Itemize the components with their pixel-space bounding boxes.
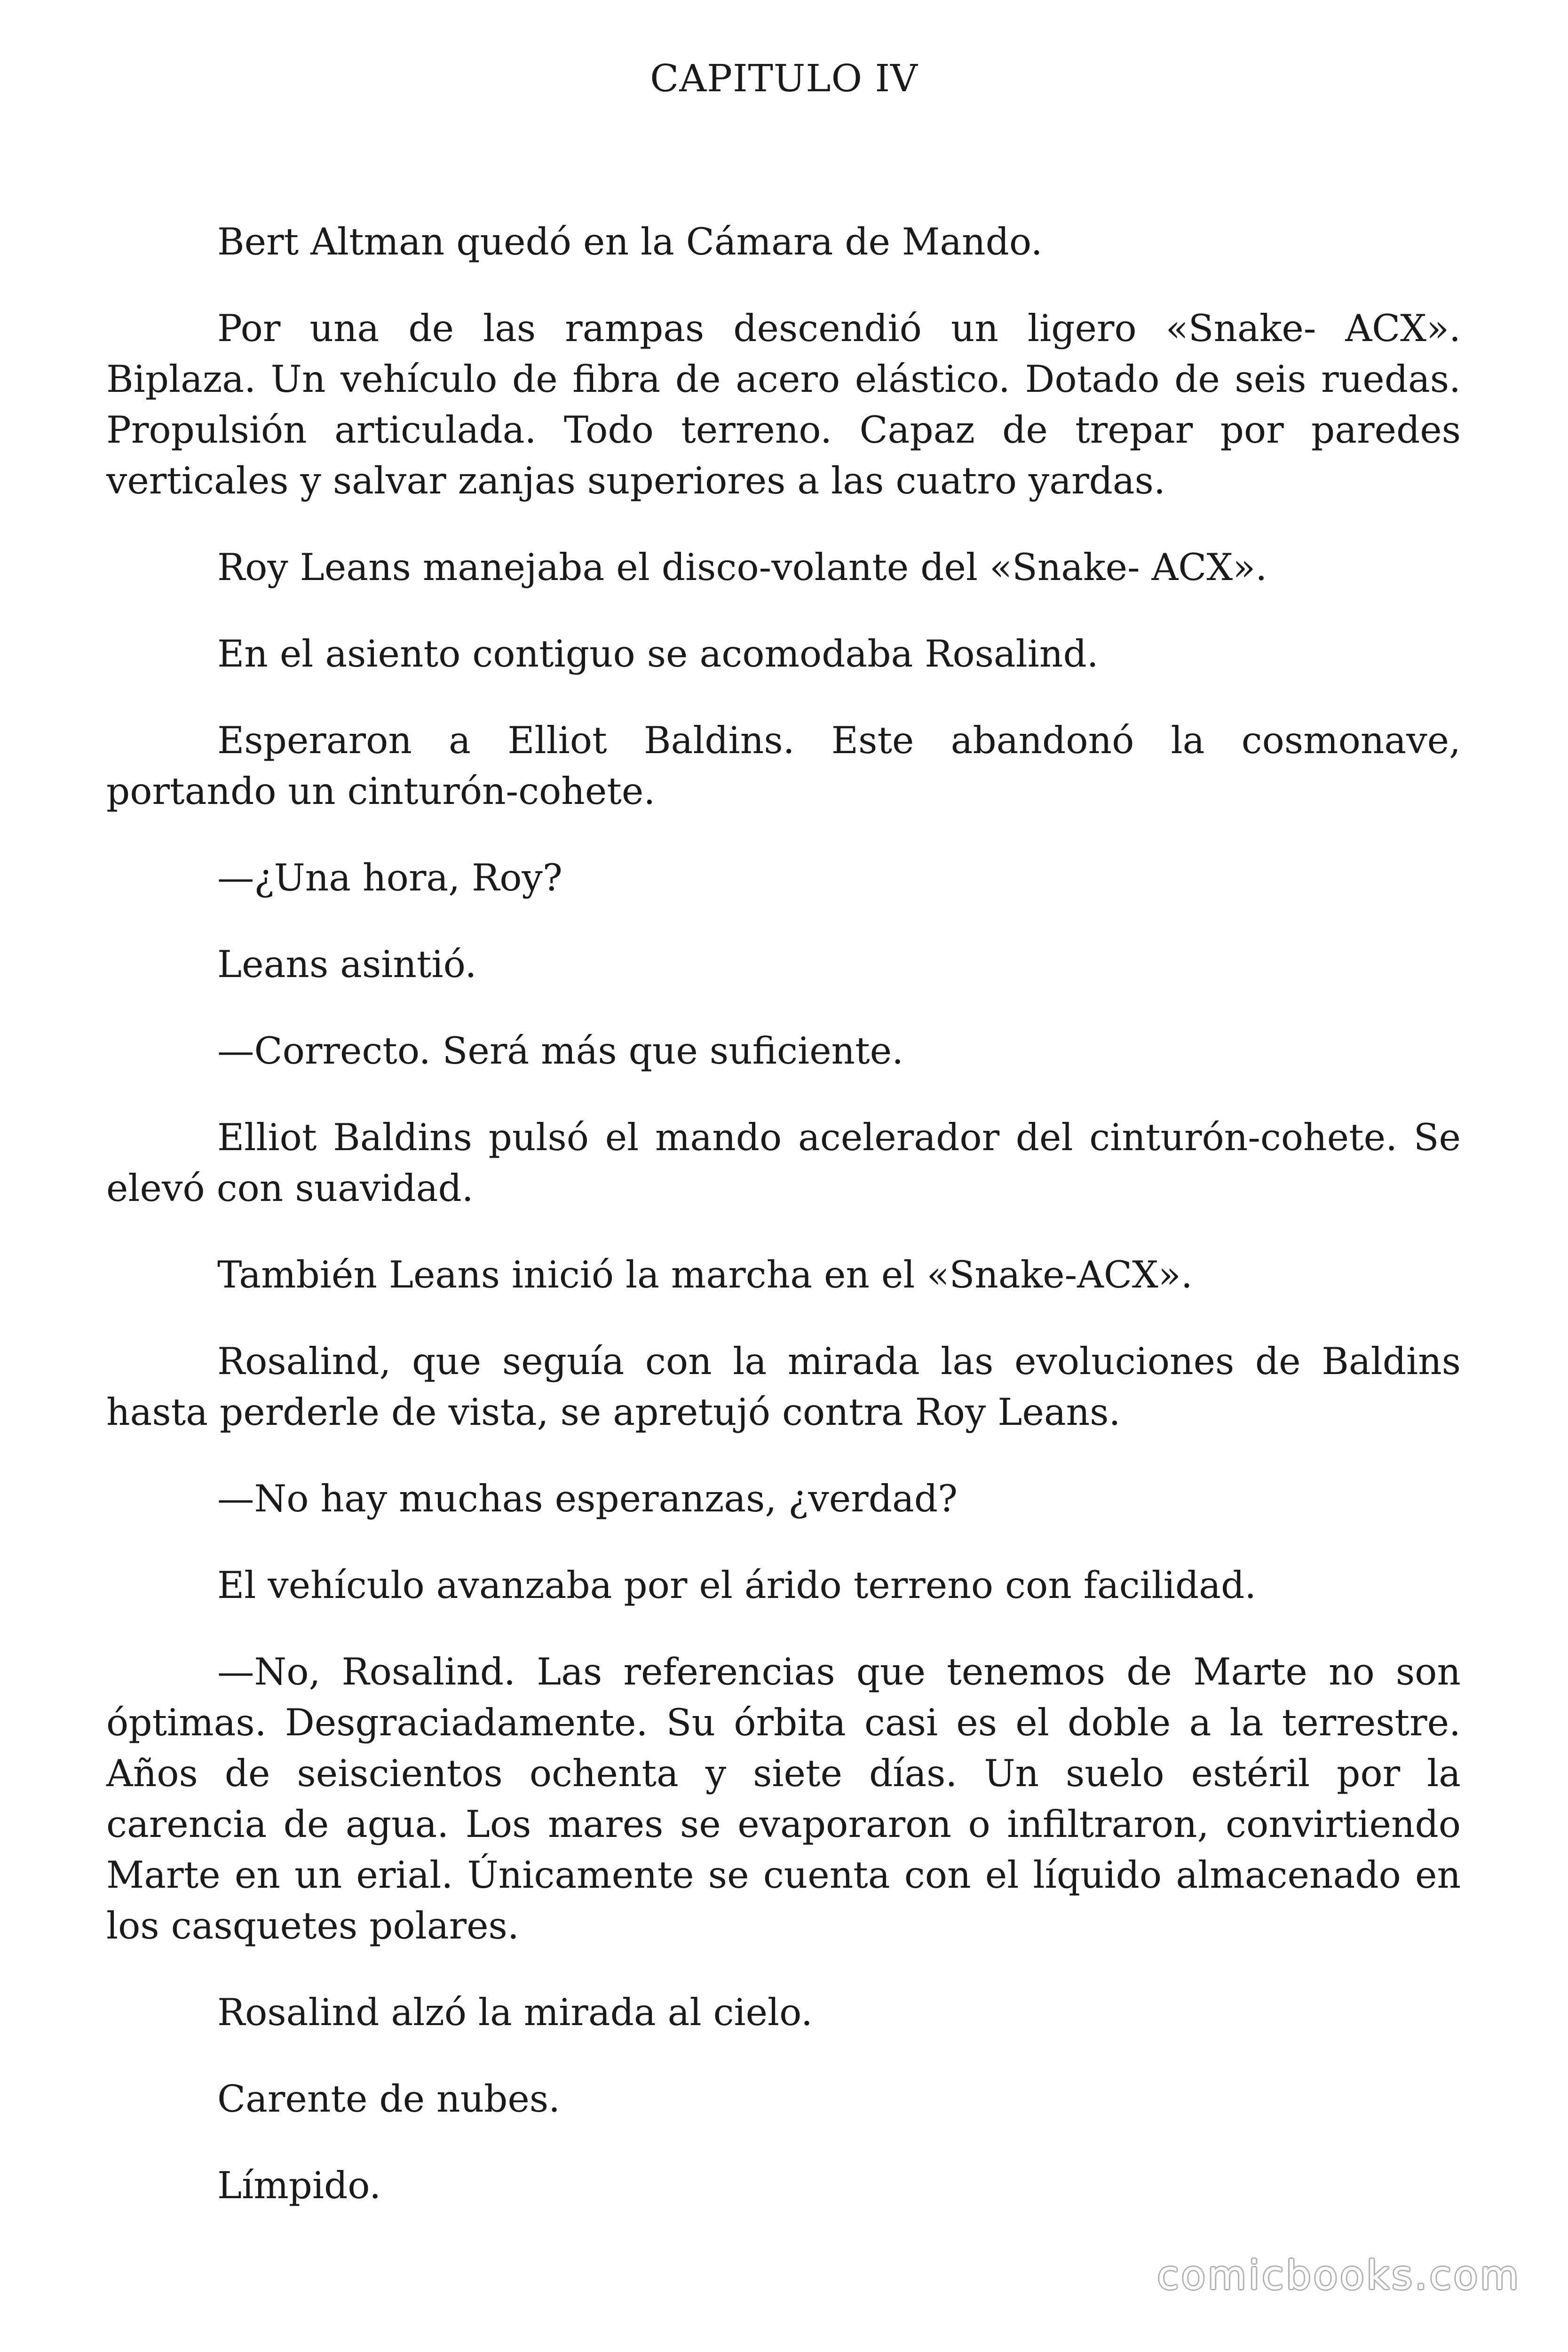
paragraph: Elliot Baldins pulsó el mando acelerador del cinturón-cohete. Se elevó con suavidad. (106, 1116, 1461, 1210)
paragraph: —No, Rosalind. Las referencias que tenemos de Marte no son óptimas. Desgraciadamente. Su órbita casi es el doble a la terrestre. Años de seiscientos ochenta y siete días. Un suelo estéril por la carencia de agua. Los mares se evaporaron o infiltraron, convirtiendo Marte en un erial. Únicamente se cuenta con el líquido almacenado en los casquetes polares. (106, 1650, 1461, 1947)
paragraph: Leans asintió. (217, 943, 477, 986)
paragraph: En el asiento contiguo se acomodaba Rosalind. (217, 632, 1099, 675)
watermark: comicbooks.com (1157, 2252, 1521, 2298)
paragraph: El vehículo avanzaba por el árido terreno con facilidad. (217, 1564, 1257, 1607)
paragraph: Por una de las rampas descendió un ligero «Snake- ACX». Biplaza. Un vehículo de fibra de acero elástico. Dotado de seis ruedas. Propulsión articulada. Todo terreno. Capaz de trepar por paredes verticales y salvar zanjas superiores a las cuatro yardas. (106, 307, 1461, 502)
chapter-body (106, 216, 1461, 2247)
paragraph: Carente de nubes. (217, 2077, 561, 2121)
paragraph: Bert Altman quedó en la Cámara de Mando. (217, 220, 1043, 263)
paragraph: Rosalind, que seguía con la mirada las evoluciones de Baldins hasta perderle de vista, se apretujó contra Roy Leans. (106, 1340, 1461, 1434)
paragraph: Esperaron a Elliot Baldins. Este abandonó la cosmonave, portando un cinturón-cohete. (106, 719, 1461, 813)
paragraph: —¿Una hora, Roy? (217, 856, 562, 899)
paragraph: Límpido. (217, 2164, 381, 2207)
paragraph: —No hay muchas esperanzas, ¿verdad? (217, 1477, 958, 1520)
chapter-title: CAPITULO IV (650, 56, 918, 100)
paragraph: Roy Leans manejaba el disco-volante del «Snake- ACX». (217, 546, 1267, 589)
paragraph: También Leans inició la marcha en el «Snake-ACX». (217, 1253, 1193, 1296)
paragraph: Rosalind alzó la mirada al cielo. (217, 1991, 813, 2034)
paragraph: —Correcto. Será más que suficiente. (217, 1029, 904, 1073)
